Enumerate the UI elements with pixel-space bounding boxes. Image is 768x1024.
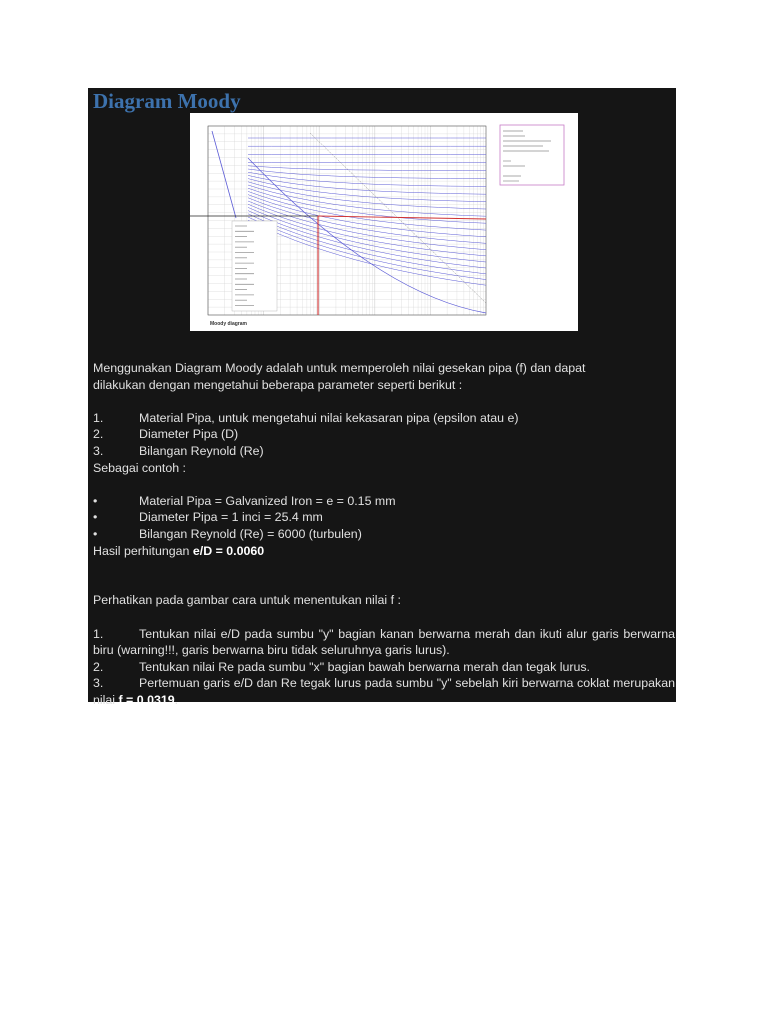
bullet: • <box>93 510 98 525</box>
moody-diagram-image <box>190 113 578 331</box>
roughness-table <box>232 221 277 311</box>
bullet: • <box>93 526 98 541</box>
item-text: Material Pipa = Galvanized Iron = e = 0.15 mm <box>139 493 396 508</box>
item-number: 1. <box>93 410 104 425</box>
item-text: Bilangan Reynold (Re) <box>139 443 264 458</box>
example-item <box>93 526 675 543</box>
step-answer: f = 0.0319 <box>118 692 175 707</box>
item-number: 2. <box>93 427 104 442</box>
step-number: 2. <box>93 659 104 674</box>
step-end: . <box>174 692 179 707</box>
page-title: Diagram Moody <box>93 89 241 113</box>
parameter-item <box>93 410 675 427</box>
example-item <box>93 509 675 526</box>
step-number: 1. <box>93 626 104 641</box>
result-value: e/D = 0.0060 <box>192 543 265 558</box>
article-panel <box>88 88 676 707</box>
item-text: Diameter Pipa = 1 inci = 25.4 mm <box>139 510 323 525</box>
item-text: Material Pipa, untuk mengetahui nilai kekasaran pipa (epsilon atau e) <box>139 410 519 425</box>
step-text: Tentukan nilai Re pada sumbu "x" bagian bawah berwarna merah dan tegak lurus. <box>139 659 591 674</box>
parameter-item <box>93 443 675 460</box>
bullet: • <box>93 493 98 508</box>
diagram-label: Moody diagram <box>210 321 247 327</box>
example-heading: Sebagai contoh : <box>93 460 187 475</box>
step-item <box>93 675 675 708</box>
item-number: 3. <box>93 443 104 458</box>
parameter-item <box>93 426 675 443</box>
step-item <box>93 626 675 659</box>
example-item <box>93 493 675 510</box>
step-text: Tentukan nilai e/D pada sumbu "y" bagian kanan berwarna merah dan ikuti alur garis berwarna biru (warning!!!, garis berwarna biru tidak seluruhnya garis lurus). <box>93 626 675 658</box>
result-line <box>93 543 675 560</box>
steps-heading: Perhatikan pada gambar cara untuk menentukan nilai f : <box>93 593 401 608</box>
step-text: Pertemuan garis e/D dan Re tegak lurus pada sumbu "y" sebelah kiri berwarna coklat merupakan nilai <box>93 676 675 707</box>
result-label: Hasil perhitungan <box>93 543 193 558</box>
intro-line: dilakukan dengan mengetahui beberapa parameter seperti berikut : <box>93 377 463 392</box>
article-body <box>93 360 675 708</box>
step-item <box>93 659 675 676</box>
intro-line: Menggunakan Diagram Moody adalah untuk memperoleh nilai gesekan pipa (f) dan dapat <box>93 361 586 375</box>
item-text: Diameter Pipa (D) <box>139 427 239 442</box>
item-text: Bilangan Reynold (Re) = 6000 (turbulen) <box>139 526 362 541</box>
step-number: 3. <box>93 676 104 691</box>
